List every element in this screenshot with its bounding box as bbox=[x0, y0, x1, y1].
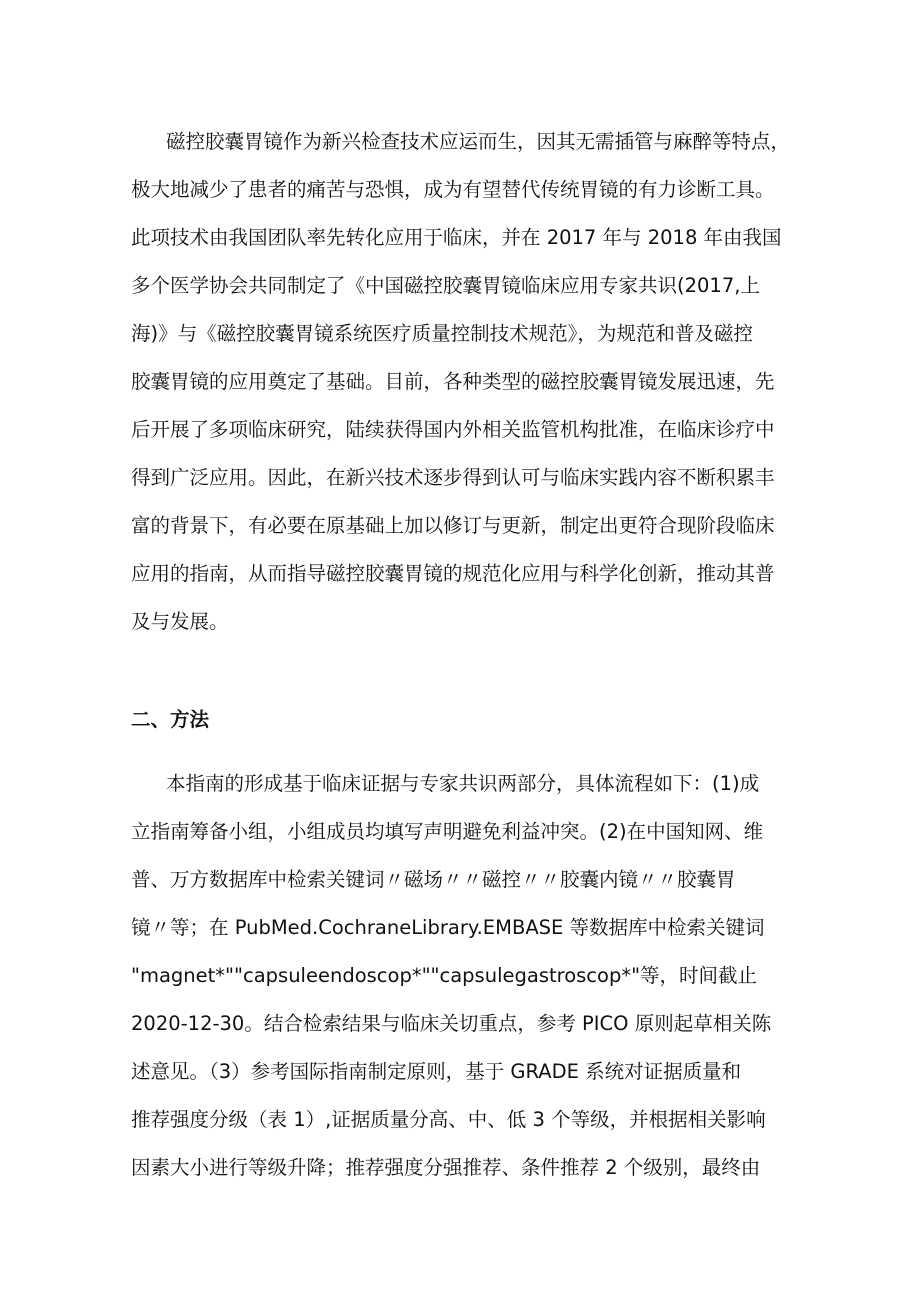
paragraph-line: 海)》与《磁控胶囊胃镜系统医疗质量控制技术规范》，为规范和普及磁控 bbox=[131, 322, 753, 345]
paragraph-line: "magnet*""capsuleendoscop*""capsulegastroscop*"等，时间截止 bbox=[131, 964, 758, 987]
paragraph-line: 本指南的形成基于临床证据与专家共识两部分，具体流程如下：(1)成 bbox=[166, 772, 760, 795]
paragraph-line: 立指南筹备小组，小组成员均填写声明避免利益冲突。(2)在中国知网、维 bbox=[131, 820, 764, 843]
paragraph-line: 推荐强度分级（表 1）,证据质量分高、中、低 3 个等级，并根据相关影响 bbox=[131, 1108, 766, 1131]
paragraph-line: 此项技术由我国团队率先转化应用于临床，并在 2017 年与 2018 年由我国 bbox=[131, 226, 782, 249]
paragraph-line: 述意见。（3）参考国际指南制定原则，基于 GRADE 系统对证据质量和 bbox=[131, 1060, 742, 1083]
paragraph-line: 极大地减少了患者的痛苦与恐惧，成为有望替代传统胃镜的有力诊断工具。 bbox=[131, 178, 775, 201]
paragraph-line: 应用的指南，从而指导磁控胶囊胃镜的规范化应用与科学化创新，推动其普 bbox=[131, 562, 775, 585]
paragraph-line: 及与发展。 bbox=[131, 610, 229, 633]
paragraph-line: 因素大小进行等级升降；推荐强度分强推荐、条件推荐 2 个级别，最终由 bbox=[131, 1156, 761, 1179]
paragraph-line: 胶囊胃镜的应用奠定了基础。目前，各种类型的磁控胶囊胃镜发展迅速，先 bbox=[131, 370, 775, 393]
paragraph-line: 富的背景下，有必要在原基础上加以修订与更新，制定出更符合现阶段临床 bbox=[131, 514, 775, 537]
paragraph-line: 多个医学协会共同制定了《中国磁控胶囊胃镜临床应用专家共识(2017,上 bbox=[131, 274, 760, 297]
paragraph-line: 磁控胶囊胃镜作为新兴检查技术应运而生，因其无需插管与麻醉等特点， bbox=[166, 130, 791, 153]
paragraph-line: 后开展了多项临床研究，陆续获得国内外相关监管机构批准，在临床诊疗中 bbox=[131, 418, 775, 441]
paragraph-line: 得到广泛应用。因此，在新兴技术逐步得到认可与临床实践内容不断积累丰 bbox=[131, 466, 775, 489]
paragraph-line: 2020-12-30。结合检索结果与临床关切重点，参考 PICO 原则起草相关陈 bbox=[131, 1012, 772, 1035]
section-heading-methods: 二、方法 bbox=[131, 708, 210, 731]
paragraph-line: 镜〃等；在 PubMed.CochraneLibrary.EMBASE 等数据库中检索关键词 bbox=[131, 916, 765, 939]
paragraph-line: 普、万方数据库中检索关键词〃磁场〃〃磁控〃〃胶囊内镜〃〃胶囊胃 bbox=[131, 868, 736, 891]
